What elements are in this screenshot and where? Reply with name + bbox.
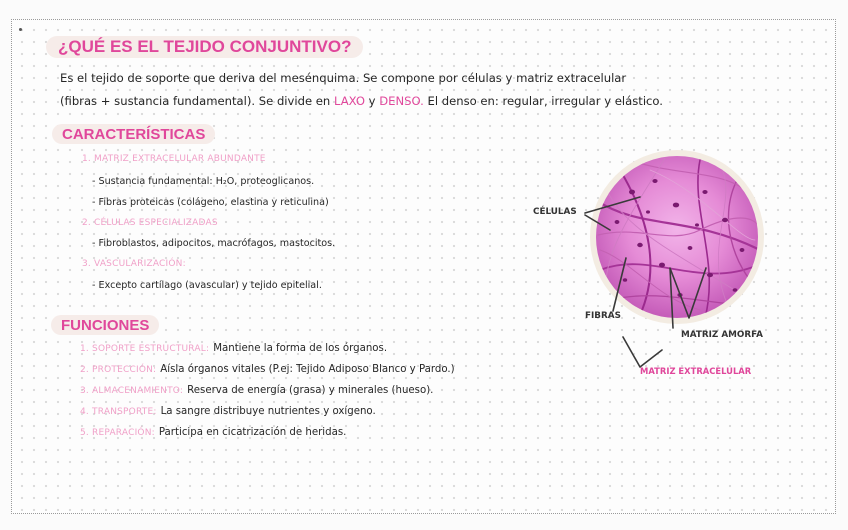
funcion-2-text: Aísla órganos vitales (P.ej: Tejido Adiposo Blanco y Pardo.) bbox=[160, 364, 455, 375]
funcion-5-text: Participa en cicatrización de heridas. bbox=[158, 427, 347, 438]
funcion-4-text: La sangre distribuye nutrientes y oxígeno. bbox=[160, 406, 376, 417]
celulas-label: CÉLULAS bbox=[533, 207, 577, 217]
intro-line-2-start: (fibras + sustancia fundamental). Se divide en bbox=[60, 94, 331, 108]
funcion-4-label: 4. TRANSPORTE: bbox=[80, 407, 157, 417]
laxo-word: LAXO bbox=[333, 94, 365, 108]
funciones-heading: FUNCIONES bbox=[61, 317, 150, 334]
page-title: ¿QUÉ ES EL TEJIDO CONJUNTIVO? bbox=[58, 37, 352, 56]
funcion-3-label: 3. ALMACENAMIENTO: bbox=[80, 386, 184, 396]
intro-line-2-end: El denso en: regular, irregular y elástico. bbox=[427, 94, 663, 108]
matriz-amorfa-label: MATRIZ AMORFA bbox=[681, 330, 763, 340]
caracteristica-1-sub-1: - Sustancia fundamental: H₂O, proteoglicanos. bbox=[92, 176, 315, 187]
caracteristica-3-sub-1: - Excepto cartílago (avascular) y tejido epitelial. bbox=[92, 280, 322, 291]
caracteristica-1-label: 1. MATRIZ EXTRACELULAR ABUNDANTE bbox=[82, 154, 266, 164]
caracteristicas-heading: CARACTERÍSTICAS bbox=[62, 126, 206, 143]
funcion-2-label: 2. PROTECCIÓN: bbox=[80, 365, 157, 375]
micrograph-tissue bbox=[596, 156, 758, 318]
matriz-extracelular-label: MATRIZ EXTRACELULAR bbox=[640, 366, 752, 376]
funcion-1-label: 1. SOPORTE ESTRUCTURAL: bbox=[80, 344, 210, 354]
caracteristica-2-sub-1: - Fibroblastos, adipocitos, macrófagos, mastocitos. bbox=[92, 238, 336, 249]
funcion-1-text: Mantiene la forma de los órganos. bbox=[213, 343, 388, 354]
fibras-label: FIBRAS bbox=[585, 311, 621, 321]
caracteristica-2-label: 2. CÉLULAS ESPECIALIZADAS bbox=[82, 218, 218, 228]
and-word: y bbox=[368, 94, 376, 108]
funcion-3-text: Reserva de energía (grasa) y minerales (hueso). bbox=[187, 385, 434, 396]
matriz-extracelular-pointer bbox=[623, 337, 662, 367]
funcion-5-label: 5. REPARACIÓN: bbox=[80, 428, 155, 438]
caracteristica-3-label: 3. VASCULARIZACIÓN: bbox=[82, 259, 186, 269]
caracteristica-1-sub-2: - Fibras proteicas (colágeno, elastina y reticulina) bbox=[92, 197, 329, 208]
intro-line-1: Es el tejido de soporte que deriva del mesénquima. Se compone por células y matriz extracelular bbox=[60, 71, 627, 85]
denso-word: DENSO. bbox=[379, 94, 424, 108]
